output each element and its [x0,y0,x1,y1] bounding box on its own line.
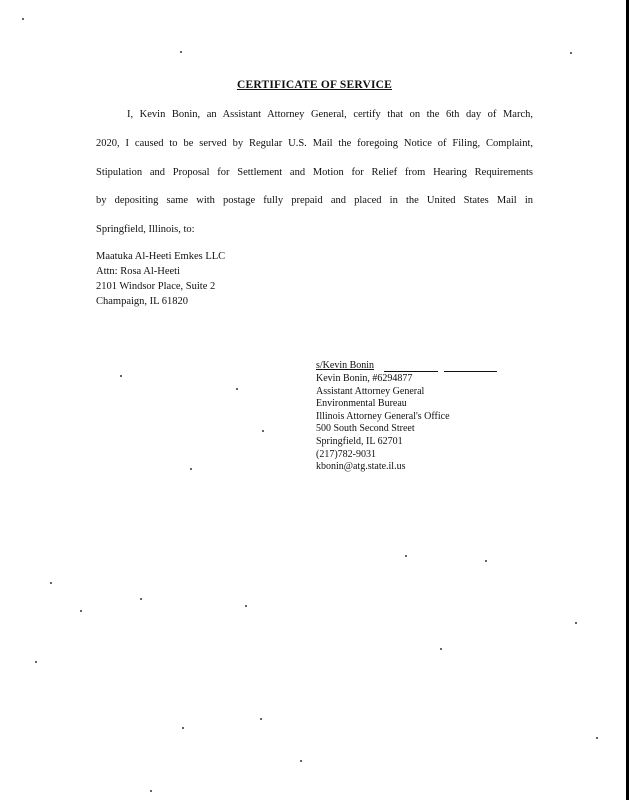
document-title: CERTIFICATE OF SERVICE [236,79,393,91]
body-line-5: Springfield, Illinois, to: [96,224,195,235]
signature-rule [444,371,497,372]
signature-block [316,360,450,474]
scan-speck [35,661,37,663]
scan-speck [182,727,184,729]
body-line-3: Stipulation and Proposal for Settlement and Motion for Relief from Hearing Requirements [96,167,533,178]
scan-speck [596,737,598,739]
signer-street-line: 500 South Second Street [316,423,415,435]
scan-speck [245,605,247,607]
signer-email-line: kbonin@atg.state.il.us [316,461,406,473]
recipient-address [96,249,225,309]
scan-speck [140,598,142,600]
recipient-line-1: Maatuka Al-Heeti Emkes LLC [96,251,226,262]
signed-name: s/Kevin Bonin [316,360,375,371]
scan-speck [405,555,407,557]
recipient-line-2: Attn: Rosa Al-Heeti [96,266,180,277]
scan-speck [300,760,302,762]
signer-bureau-line: Environmental Bureau [316,398,407,410]
scan-speck [190,468,192,470]
scan-speck [485,560,487,562]
scan-speck [120,375,122,377]
scan-speck [262,430,264,432]
scan-speck [180,51,182,53]
scan-speck [440,648,442,650]
signature-rule [384,371,438,372]
signer-phone-line: (217)782-9031 [316,448,376,460]
body-line-4: by depositing same with postage fully prepaid and placed in the United States Mail in [96,195,533,206]
signer-office-line: Illinois Attorney General's Office [316,410,450,422]
recipient-line-4: Champaign, IL 61820 [96,296,189,307]
scan-speck [236,388,238,390]
scan-speck [575,622,577,624]
signer-title-line: Assistant Attorney General [316,385,425,397]
signer-name-line: Kevin Bonin, #6294877 [316,373,413,384]
scan-speck [150,790,152,792]
recipient-line-3: 2101 Windsor Place, Suite 2 [96,281,216,292]
signature-line [316,360,450,373]
signer-city-line: Springfield, IL 62701 [316,435,403,447]
scan-speck [80,610,82,612]
scan-speck [570,52,572,54]
body-line-2: 2020, I caused to be served by Regular U.S. Mail the foregoing Notice of Filing, Complaint, [96,138,533,149]
body-line-1: I, Kevin Bonin, an Assistant Attorney General, certify that on the 6th day of March, [127,109,533,120]
scan-speck [22,18,24,20]
scan-speck [50,582,52,584]
scan-speck [260,718,262,720]
